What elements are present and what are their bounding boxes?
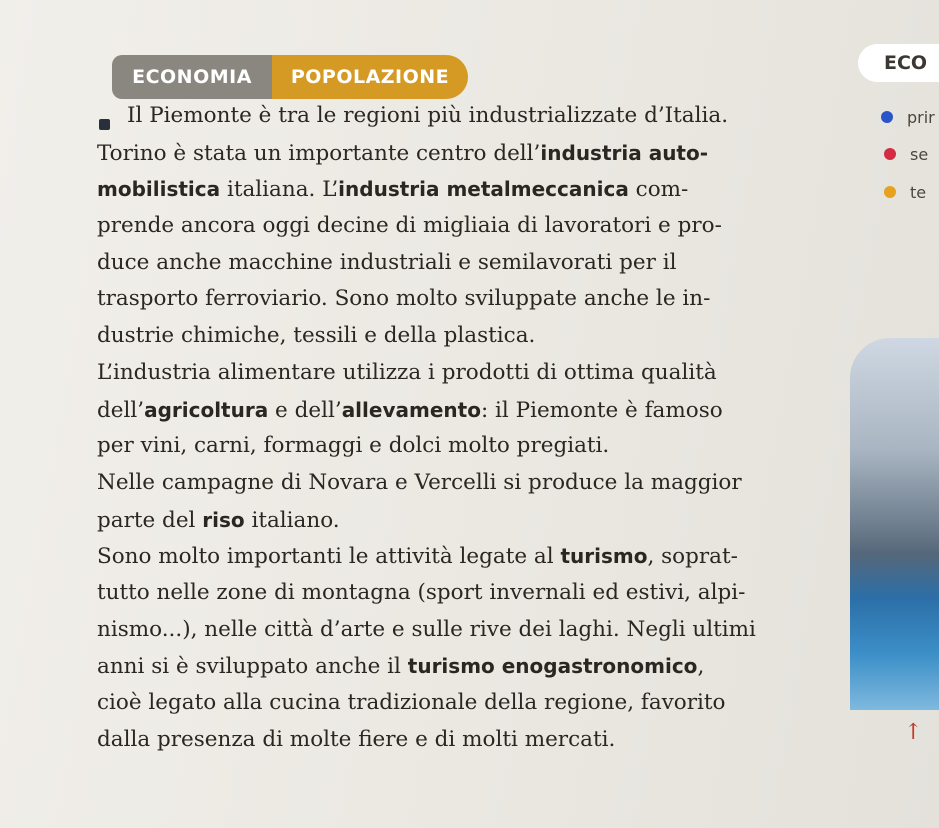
text-line [97,392,867,429]
text-segment: prende ancora oggi decine di migliaia di lavoratori e pro- [97,213,722,239]
text-line [97,428,867,465]
bold-keyword: riso [202,507,245,532]
text-segment: L’industria alimentare utilizza i prodotti di ottima qualità [97,359,717,385]
bold-keyword: turismo [560,544,648,569]
text-segment: italiana. L’ [220,177,339,203]
up-arrow-icon: ↑ [904,720,923,745]
tab-popolazione-label: POPOLAZIONE [290,66,450,88]
bold-keyword: turismo enogastronomico [407,654,698,679]
bold-keyword: agricoltura [144,397,269,422]
text-segment: dustrie chimiche, tessili e della plastica. [97,323,536,349]
text-segment: Sono molto importanti le attività legate al [97,544,561,570]
text-segment: , [697,654,705,680]
text-line [97,98,867,135]
text-segment: per vini, carni, formaggi e dolci molto pregiati. [97,433,610,459]
text-segment: tutto nelle zone di montagna (sport invernali ed estivi, alpi- [97,579,746,605]
text-segment: cioè legato alla cucina tradizionale della regione, favorito [97,690,726,715]
text-segment: nismo...), nelle città d’arte e sulle rive dei laghi. Negli ultimi [97,616,756,642]
orange-dot-icon [884,186,896,198]
bold-keyword: industria metalmeccanica [338,177,629,202]
text-segment: dalla presenza di molte fiere e di molti mercati. [97,726,616,752]
text-segment: e dell’ [268,397,342,423]
text-line [97,538,867,575]
text-line [97,685,867,722]
text-line [97,355,867,392]
bold-keyword: allevamento [341,397,481,422]
text-segment: : il Piemonte è famoso [480,397,723,423]
text-line [97,281,867,318]
text-line [97,171,867,208]
text-segment: , soprat- [647,544,738,570]
text-line [97,208,867,245]
blue-dot-icon [881,111,893,123]
sidebar-item-3 [884,177,926,207]
text-segment: trasporto ferroviario. Sono molto sviluppate anche le in- [97,286,711,312]
text-line [97,318,867,355]
text-segment: dell’ [97,397,145,423]
text-line [97,612,867,649]
sidebar-item-1 [881,102,935,132]
text-line [97,722,867,759]
body-text [97,98,867,758]
text-segment: Nelle campagne di Novara e Vercelli si produce la maggior [97,469,742,495]
text-segment: Torino è stata un importante centro dell’ [97,140,541,166]
sidebar-item-label: se [910,144,929,164]
text-segment: italiano. [244,507,340,533]
tab-economia-label: ECONOMIA [132,66,252,88]
text-segment: com- [628,177,689,203]
text-segment: duce anche macchine industriali e semilavorati per il [97,249,677,275]
sidebar-item-label: prir [907,107,935,127]
text-segment: Il Piemonte è tra le regioni più industrializzate d’Italia. [127,103,729,128]
text-line [97,245,867,282]
tab-popolazione[interactable] [272,55,468,99]
text-segment: anni si è sviluppato anche il [97,654,408,680]
bold-keyword: mobilistica [97,177,221,202]
text-line [97,465,867,502]
text-line [97,135,867,172]
sidebar-item-label: te [910,182,927,202]
bold-keyword: industria auto- [540,140,709,165]
sidebar-item-2 [884,139,928,169]
tab-economia-right[interactable] [858,44,939,82]
text-line [97,648,867,685]
text-line [97,575,867,612]
text-line [97,502,867,539]
red-dot-icon [884,148,896,160]
tab-economia[interactable] [112,55,272,99]
text-segment: parte del [97,507,203,533]
tab-right-label: ECO [884,52,928,74]
